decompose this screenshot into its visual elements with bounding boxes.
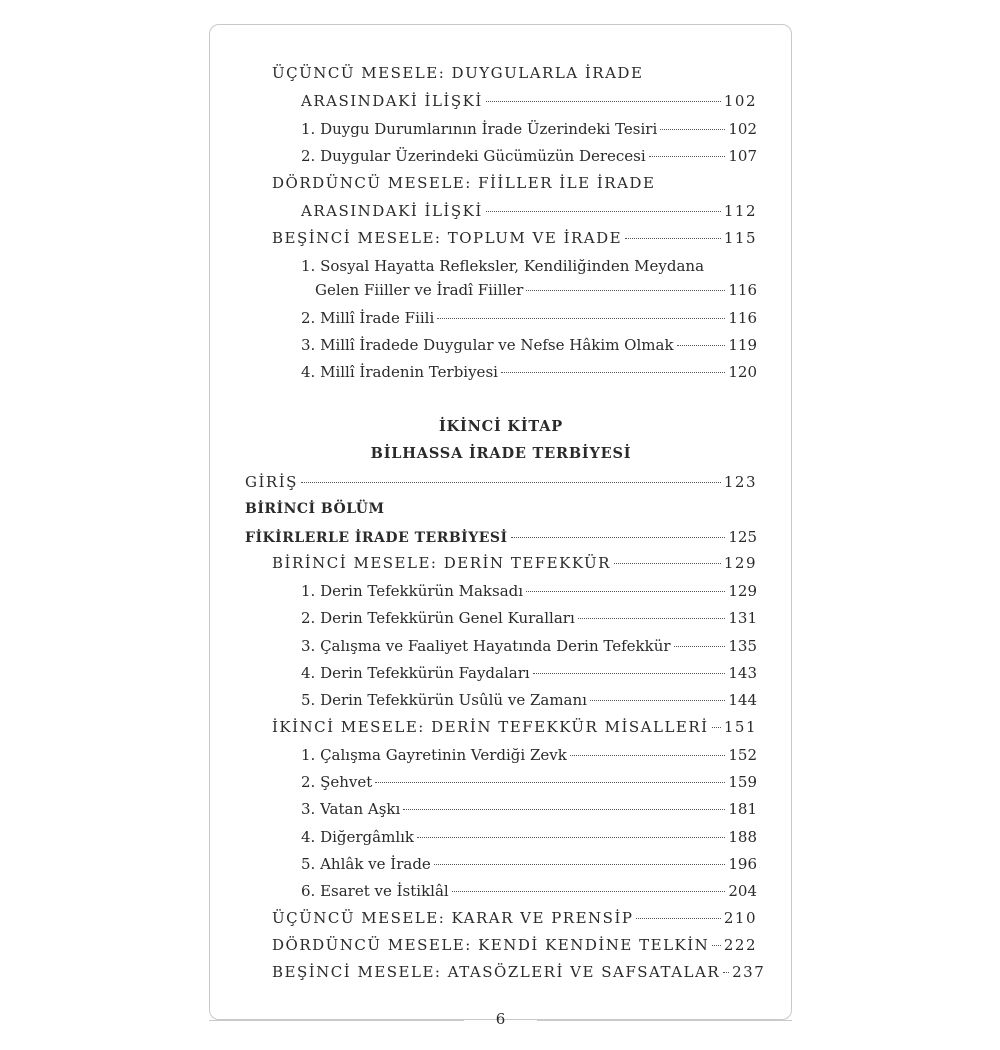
toc-entry-title: 1. Duygu Durumlarının İrade Üzerindeki Tesiri (301, 120, 658, 138)
dot-leader (486, 101, 721, 102)
toc-entry (301, 335, 757, 355)
toc-entry-page: 107 (728, 147, 757, 165)
dot-leader (434, 864, 726, 865)
toc-entry (301, 745, 757, 765)
toc-entry (272, 908, 757, 928)
dot-leader (636, 918, 720, 919)
toc-entry-title: ARASINDAKİ İLİŞKİ (301, 202, 483, 220)
toc-entry-page: 222 (723, 936, 757, 954)
toc-entry-title: 4. Diğergâmlık (301, 828, 415, 846)
toc-entry-page: 102 (728, 120, 757, 138)
toc-entry (245, 527, 757, 548)
toc-entry-title: DÖRDÜNCÜ MESELE: KENDİ KENDİNE TELKİN (272, 936, 710, 954)
toc-entry-page: 129 (728, 582, 757, 600)
dot-leader (526, 591, 725, 592)
toc-entry-page: 116 (728, 281, 757, 299)
toc-entry (272, 553, 757, 573)
toc-entry-page: 196 (728, 855, 757, 873)
book-title: İKİNCİ KİTAP (439, 418, 563, 435)
dot-leader (486, 211, 721, 212)
toc-entry (301, 362, 757, 382)
toc-entry (301, 881, 757, 901)
dot-leader (723, 972, 729, 973)
toc-entry (272, 228, 757, 248)
toc-entry-page: 144 (728, 691, 757, 709)
dot-leader (526, 290, 725, 291)
toc-entry-title: GİRİŞ (245, 473, 298, 491)
dot-leader (301, 482, 721, 483)
toc-entry (272, 962, 766, 982)
toc-entry-page: 210 (723, 909, 757, 927)
toc-entry-title: ÜÇÜNCÜ MESELE: KARAR VE PRENSİP (272, 909, 634, 927)
dot-leader (437, 318, 725, 319)
toc-entry-page: 237 (732, 963, 766, 981)
toc-entry (301, 799, 757, 819)
toc-entry (301, 827, 757, 847)
dot-leader (712, 727, 721, 728)
toc-entry-title: 1. Çalışma Gayretinin Verdiği Zevk (301, 746, 567, 764)
toc-entry (245, 472, 757, 492)
toc-entry-title: BEŞİNCİ MESELE: ATASÖZLERİ VE SAFSATALAR (272, 963, 721, 981)
toc-entry-page: 102 (723, 92, 757, 110)
dot-leader (403, 809, 725, 810)
toc-entry-title: 1. Derin Tefekkürün Maksadı (301, 582, 524, 600)
toc-entry (301, 146, 757, 166)
toc-entry-title: 3. Vatan Aşkı (301, 800, 401, 818)
toc-entry-page: 120 (728, 363, 757, 381)
page-number: 6 (495, 1010, 506, 1028)
toc-entry-page: 125 (728, 528, 757, 546)
dot-leader (533, 673, 726, 674)
toc-entry-title: 2. Millî İrade Fiili (301, 309, 435, 327)
dot-leader (660, 129, 725, 130)
toc-entry (272, 717, 757, 737)
toc-entry-page: 143 (728, 664, 757, 682)
dot-leader (501, 372, 725, 373)
toc-entry (315, 280, 757, 300)
toc-entry-page: 151 (723, 718, 757, 736)
toc-entry-page: 181 (728, 800, 757, 818)
toc-section-heading: BİRİNCİ BÖLÜM (245, 501, 385, 517)
toc-entry-title: 4. Derin Tefekkürün Faydaları (301, 664, 530, 682)
toc-entry-title: FİKİRLERLE İRADE TERBİYESİ (245, 530, 508, 546)
toc-heading-dorduncu-mesele: DÖRDÜNCÜ MESELE: FİİLLER İLE İRADE (272, 174, 656, 192)
toc-entry-title: 5. Ahlâk ve İrade (301, 855, 431, 873)
toc-entry-title: BEŞİNCİ MESELE: TOPLUM VE İRADE (272, 229, 623, 247)
toc-entry-page: 135 (728, 637, 757, 655)
toc-entry (301, 772, 757, 792)
toc-entry-page: 204 (728, 882, 757, 900)
toc-entry-title: 1. Sosyal Hayatta Refleksler, Kendiliğinden Meydana (301, 257, 705, 275)
toc-entry-title: BİRİNCİ MESELE: DERİN TEFEKKÜR (272, 554, 611, 572)
toc-entry-title: 2. Şehvet (301, 773, 373, 791)
dot-leader (614, 563, 721, 564)
toc-entry-page: 188 (728, 828, 757, 846)
toc-heading-ucuncu-mesele: ÜÇÜNCÜ MESELE: DUYGULARLA İRADE (272, 64, 644, 82)
toc-entry-title: 4. Millî İradenin Terbiyesi (301, 363, 498, 381)
toc-entry-page: 131 (728, 609, 757, 627)
page-footer (209, 1010, 792, 1030)
toc-entry-title: 2. Duygular Üzerindeki Gücümüzün Derecesi (301, 147, 646, 165)
dot-leader (712, 945, 721, 946)
toc-entry-title: 2. Derin Tefekkürün Genel Kuralları (301, 609, 575, 627)
toc-entry (301, 91, 757, 111)
toc-entry-page: 119 (728, 336, 757, 354)
toc-entry-page: 152 (728, 746, 757, 764)
dot-leader (677, 345, 726, 346)
dot-leader (570, 755, 726, 756)
dot-leader (417, 837, 725, 838)
dot-leader (511, 537, 726, 538)
dot-leader (649, 156, 726, 157)
toc-entry-title: 3. Millî İradede Duygular ve Nefse Hâkim Olmak (301, 336, 674, 354)
toc-entry-title: İKİNCİ MESELE: DERİN TEFEKKÜR MİSALLERİ (272, 718, 709, 736)
dot-leader (625, 238, 721, 239)
toc-entry-title: 3. Çalışma ve Faaliyet Hayatında Derin Tefekkür (301, 637, 671, 655)
book-subtitle: BİLHASSA İRADE TERBİYESİ (370, 445, 632, 462)
toc-entry-page: 123 (723, 473, 757, 491)
toc-entry-page: 116 (728, 309, 757, 327)
toc-entry (272, 935, 757, 955)
toc-entry (301, 663, 757, 683)
toc-entry-page: 115 (723, 229, 757, 247)
toc-entry-title: ARASINDAKİ İLİŞKİ (301, 92, 483, 110)
toc-entry (301, 119, 757, 139)
toc-entry-title: 6. Esaret ve İstiklâl (301, 882, 449, 900)
dot-leader (375, 782, 725, 783)
dot-leader (674, 646, 726, 647)
toc-entry-title: Gelen Fiiller ve İradî Fiiller (315, 281, 524, 299)
toc-entry (301, 854, 757, 874)
toc-entry (301, 636, 757, 656)
toc-entry-title: 5. Derin Tefekkürün Usûlü ve Zamanı (301, 691, 587, 709)
toc-entry-page: 112 (723, 202, 757, 220)
toc-entry (301, 201, 757, 221)
dot-leader (452, 891, 726, 892)
toc-entry (301, 690, 757, 710)
toc-entry-page: 159 (728, 773, 757, 791)
dot-leader (590, 700, 725, 701)
toc-entry-page: 129 (723, 554, 757, 572)
toc-entry (301, 581, 757, 601)
dot-leader (578, 618, 726, 619)
toc-entry (301, 308, 757, 328)
toc-entry (301, 608, 757, 628)
